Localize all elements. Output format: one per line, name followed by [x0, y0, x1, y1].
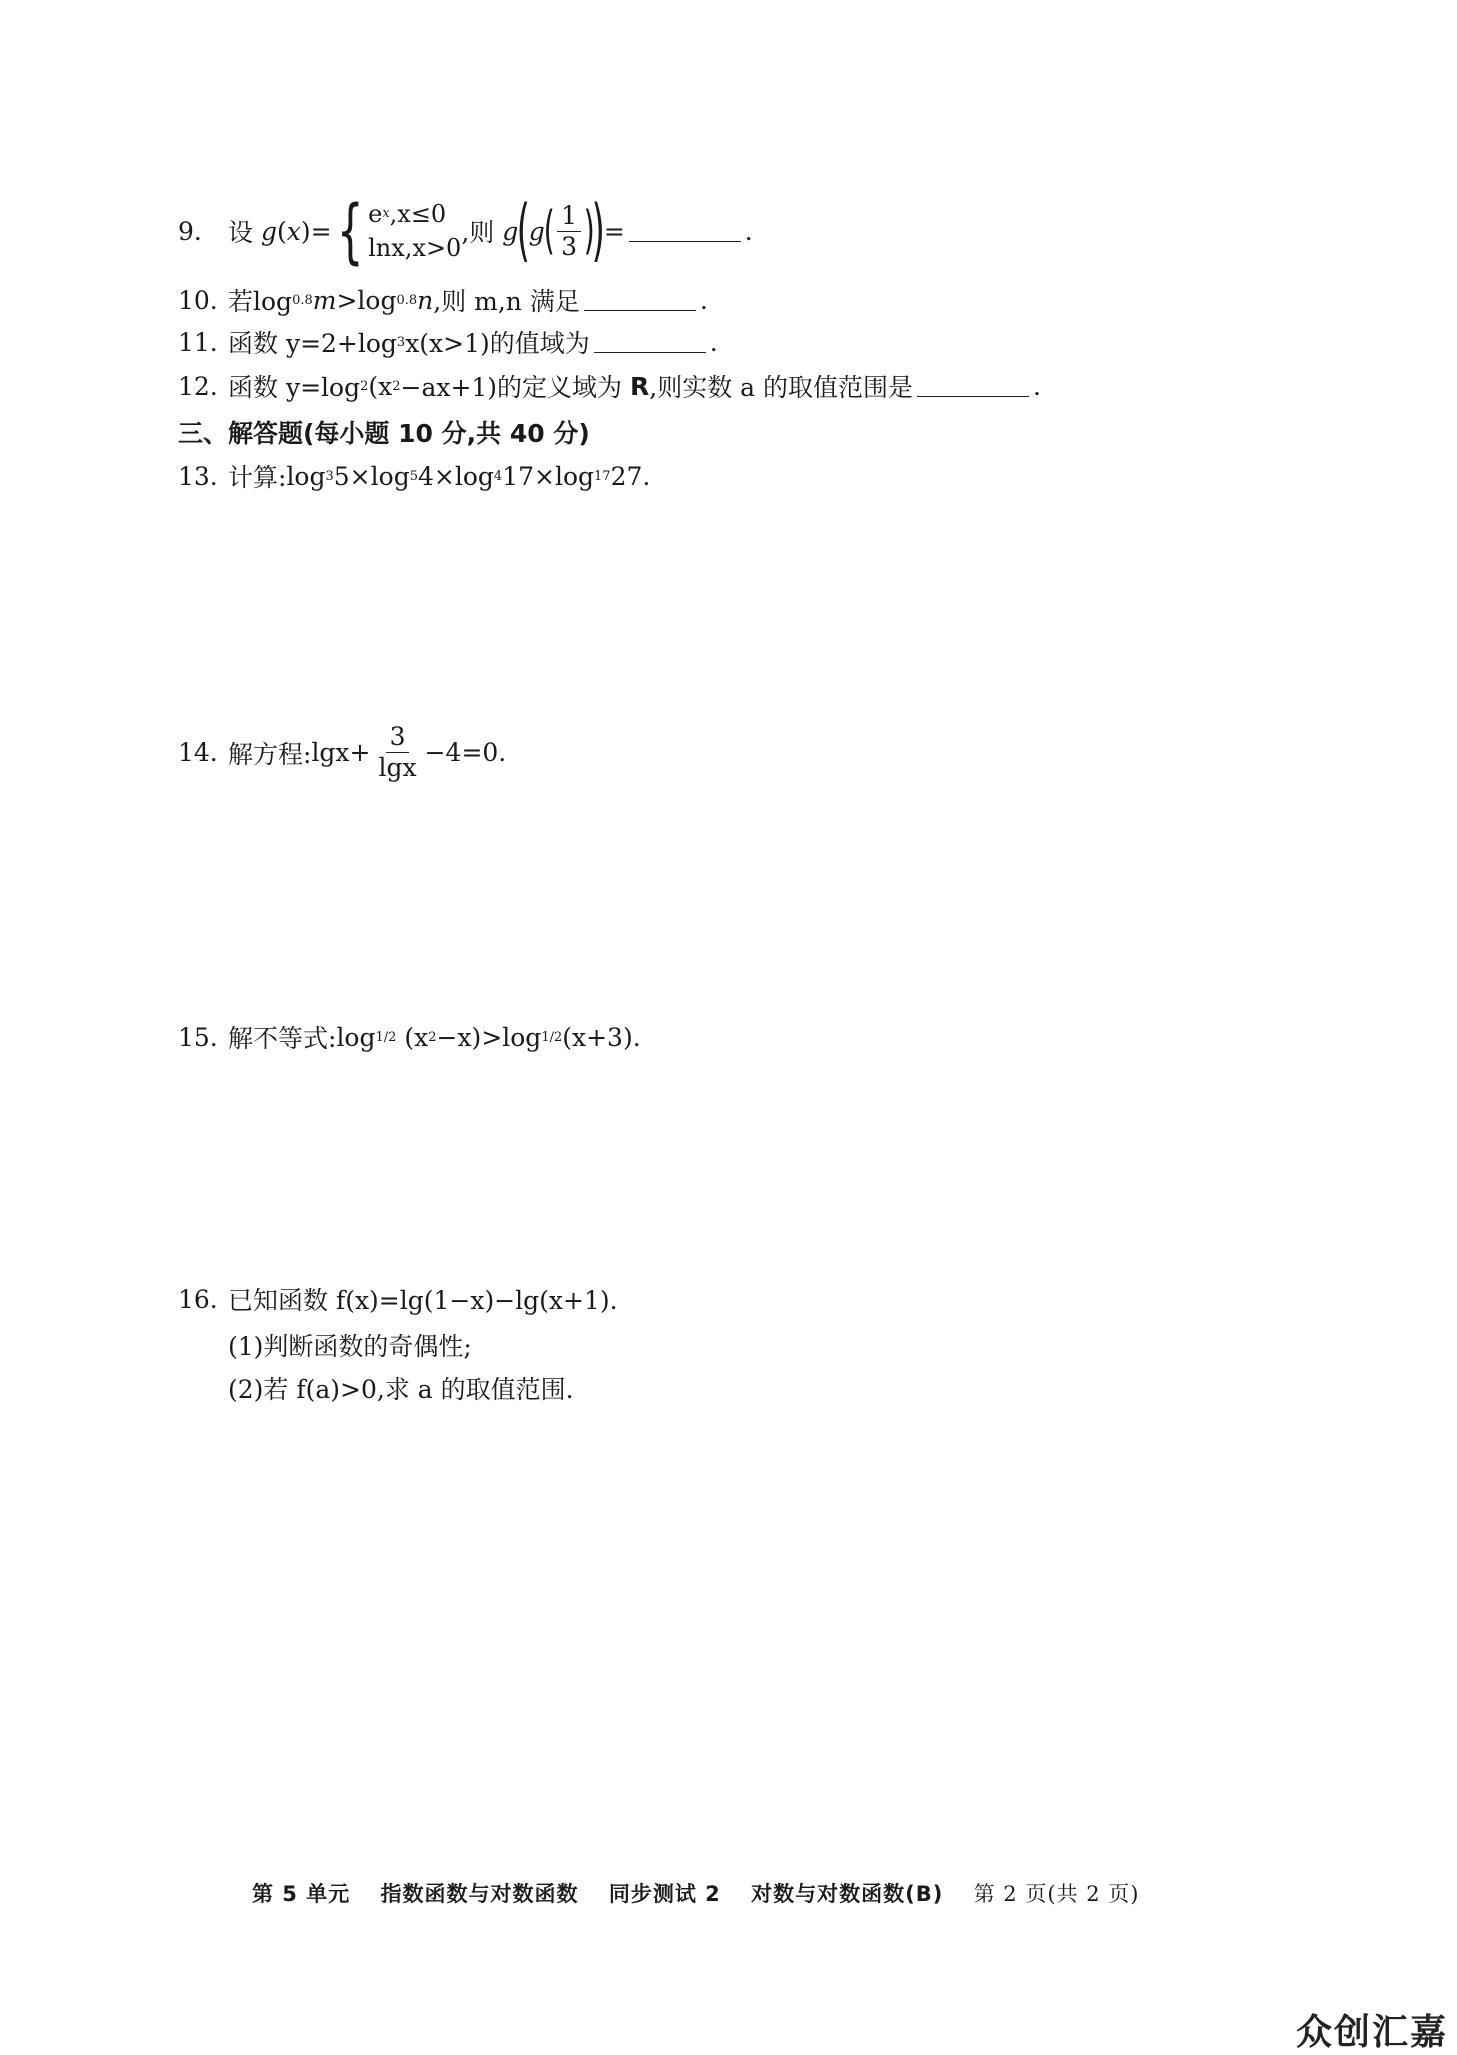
fraction-one-third: $\frac{1}{3}$ — [557, 201, 581, 262]
question-number: 10. — [178, 285, 218, 315]
question-number: 12. — [178, 371, 218, 401]
question-15: 15. 解不等式: log 1/2 (x 2 −x)>log 1/2 (x+3). — [178, 1022, 641, 1053]
question-10: 10. 若log 0.8 m >log 0.8 n ,则 m,n 满足 . — [178, 285, 708, 316]
case-1: e x ,x≤0 — [368, 200, 447, 228]
question-9: 9. 设 g ( x )= { e x ,x≤0 lnx ,x>0 ,则 g ( g ( $\frac{1}{3}$ ) ) = . — [178, 190, 753, 272]
function-name: g — [260, 216, 277, 246]
question-13: 13. 计算: log 3 5× log 5 4× log 4 17× log 17 27. — [178, 461, 651, 492]
connector-text: ,则 — [461, 218, 495, 247]
footer-test: 同步测试 2 — [608, 1882, 721, 1906]
section-header: 三、解答题(每小题 10 分,共 40 分) — [178, 419, 590, 448]
question-11: 11. 函数 y=2+log 3 x(x>1)的值域为 . — [178, 327, 718, 358]
fraction-3-over-lgx: $\frac{3}{\lg x}$ — [378, 722, 417, 782]
answer-blank — [594, 332, 706, 353]
page-footer — [252, 1878, 1161, 1908]
piecewise-cases — [368, 197, 461, 265]
question-14: 14. 解方程: lgx+ $\frac{3}{\lg x}$ −4=0. — [178, 722, 507, 782]
question-number: 11. — [178, 327, 218, 357]
question-number: 15. — [178, 1022, 218, 1052]
footer-unit: 第 5 单元 — [252, 1882, 351, 1906]
footer-topic: 指数函数与对数函数 — [380, 1882, 579, 1906]
question-16-part-1: (1)判断函数的奇偶性; — [228, 1332, 472, 1361]
watermark-logo: 众创汇嘉 — [1296, 2012, 1449, 2053]
answer-blank — [629, 221, 741, 242]
question-number: 13. — [178, 461, 218, 491]
answer-blank — [584, 290, 696, 311]
question-16-part-2: (2)若 f(a)>0,求 a 的取值范围. — [228, 1375, 574, 1404]
case-2: lnx ,x>0 — [368, 234, 462, 262]
answer-blank — [917, 376, 1029, 397]
footer-page-number: 第 2 页(共 2 页) — [973, 1882, 1140, 1906]
question-16: 16. 已知函数 f(x)=lg(1−x)−lg(x+1). — [178, 1284, 618, 1315]
question-number: 16. — [178, 1284, 218, 1314]
footer-title: 对数与对数函数(B) — [751, 1882, 944, 1906]
question-lead: 设 — [228, 218, 254, 247]
question-number: 14. — [178, 738, 218, 767]
left-brace: { — [336, 190, 364, 272]
question-number: 9. — [178, 216, 202, 246]
question-12: 12. 函数 y=log 2 (x 2 −ax+1)的定义域为 R ,则实数 a 的取值范围是 . — [178, 371, 1041, 402]
